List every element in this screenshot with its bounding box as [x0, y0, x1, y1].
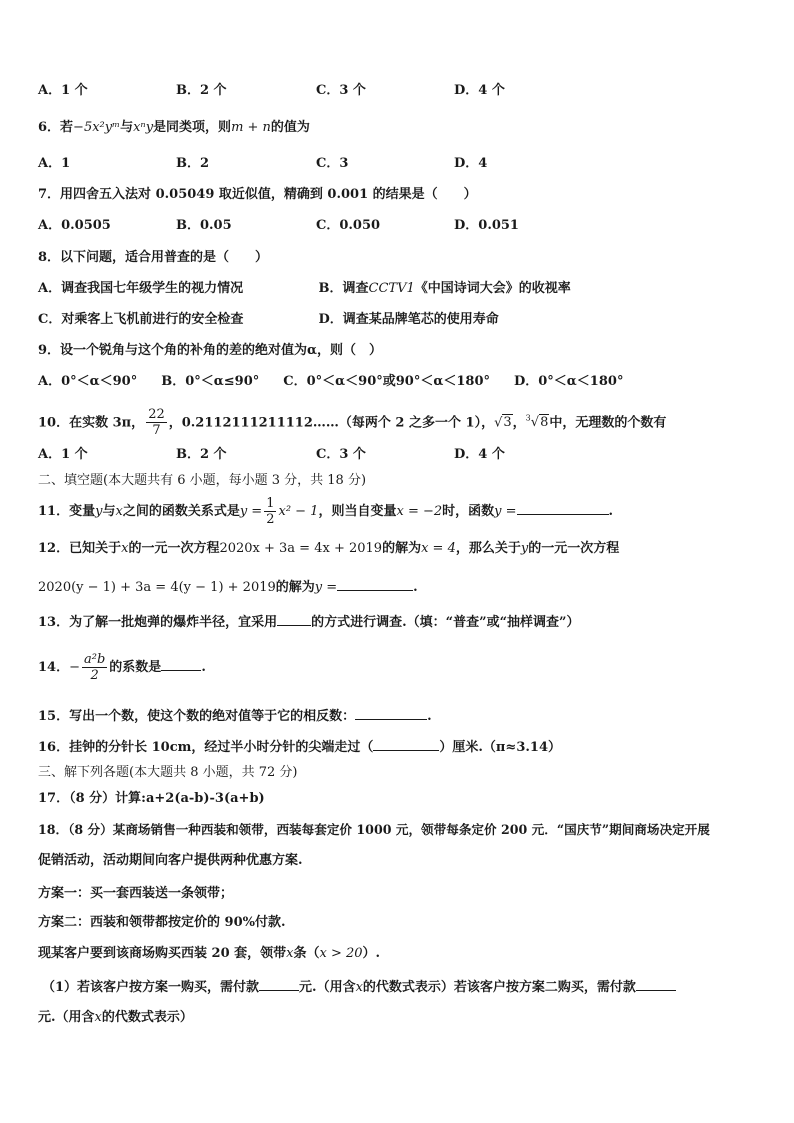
- q11-frac-num: 1: [266, 496, 275, 511]
- q6-term1: −5x²yᵐ: [73, 120, 121, 135]
- q13-text-pre: 13．为了解一批炮弹的爆炸半径，宜采用: [38, 615, 278, 630]
- q18-part1-pre: （1）若该客户按方案一购买，需付款: [42, 980, 260, 995]
- q6-stem: [38, 118, 764, 138]
- q18-part1-line2-post: 的代数式表示）: [101, 1010, 193, 1025]
- q6-option-d: D．4: [454, 156, 488, 171]
- q8-option-b-pre: B．调查: [318, 281, 369, 296]
- q7-stem: 7．用四舍五入法对 0.05049 取近似值，精确到 0.001 的结果是（ ）: [38, 187, 477, 202]
- q12-solution: x = 4: [421, 541, 456, 556]
- q18-purchase: [38, 944, 764, 964]
- q7-option-a: A．0.0505: [38, 218, 111, 233]
- q12-var-y: y: [520, 541, 529, 556]
- q10-sqrt3-radicand: 3: [503, 415, 512, 431]
- q6-text-pre: 6．若: [38, 120, 74, 135]
- q14-frac-den: 2: [90, 668, 99, 683]
- q14-text-post: 的系数是: [109, 660, 162, 675]
- q14-stem: [38, 648, 764, 688]
- q18-buy-pre: 现某客户要到该商场购买西装 20 套，领带: [38, 946, 287, 961]
- q11-text-pre: 11．变量: [38, 504, 96, 519]
- q10-cbrt-index: 3: [525, 414, 531, 423]
- q18-part1-line2: [38, 1008, 764, 1028]
- q6-option-b: B．2: [176, 156, 210, 171]
- q14-end: .: [201, 660, 206, 675]
- q7-options: [38, 216, 764, 236]
- q11-answer-blank[interactable]: [517, 500, 609, 515]
- q12-text-pre: 12．已知关于: [38, 541, 122, 556]
- q9-option-c: C．0°＜α＜90°或90°＜α＜180°: [283, 374, 490, 389]
- q6-expr: m + n: [231, 120, 271, 135]
- q12-tail: 的解为: [275, 580, 315, 595]
- q10-text-post: 中，无理数的个数有: [549, 415, 667, 431]
- q17-stem: 17．（8 分）计算:a+2(a-b)-3(a+b): [38, 791, 265, 806]
- q7-option-b: B．0.05: [176, 218, 232, 233]
- q11-rhs: x² − 1: [278, 504, 319, 519]
- q6-text-mid2: 是同类项，则: [153, 120, 232, 135]
- q8-options-cd: [38, 310, 764, 330]
- q6-term2: xⁿy: [133, 120, 154, 135]
- q13-text-post: 的方式进行调查.（填：“普查”或“抽样调查”）: [311, 615, 580, 630]
- q10-stem: [38, 400, 764, 442]
- q13-stem: [38, 611, 764, 633]
- q12-answer-blank[interactable]: [337, 576, 413, 591]
- q10-text-pre: 10．在实数 3π，: [38, 415, 145, 431]
- q18-part1-blank2[interactable]: [636, 976, 676, 991]
- q8-option-b-post: 《中国诗词大会》的收视率: [414, 281, 571, 296]
- q10-fraction: [146, 407, 167, 438]
- q5-option-c: C．3 个: [316, 83, 366, 98]
- q5-option-d: D．4 个: [454, 83, 505, 98]
- q10-option-d: D．4 个: [454, 447, 505, 462]
- q6-options: [38, 154, 764, 174]
- q18-part1-blank1[interactable]: [259, 976, 299, 991]
- q8-stem: 8．以下问题，适合用普查的是（ ）: [38, 250, 269, 265]
- q11-frac-den: 2: [266, 512, 275, 527]
- q18-part1-var-x: x: [355, 980, 363, 995]
- q9-option-d: D．0°＜α＜180°: [513, 374, 624, 389]
- q10-option-a: A．1 个: [38, 447, 88, 462]
- q11-var-x: x: [115, 504, 123, 519]
- q12-text-mid1: 的一元一次方程: [128, 541, 220, 556]
- q9-options: [38, 372, 764, 392]
- q18-buy-var-x: x: [286, 946, 294, 961]
- section-2-heading: 二、填空题(本大题共有 6 小题，每小题 3 分，共 18 分): [38, 473, 367, 488]
- q18-stem-line2: 促销活动，活动期间向客户提供两种优惠方案.: [38, 853, 303, 868]
- q10-frac-num: 22: [148, 407, 165, 423]
- q5-option-a: A．1 个: [38, 83, 88, 98]
- q6-text-post: 的值为: [270, 120, 310, 135]
- q18-part1: [42, 976, 764, 998]
- q11-fraction: [264, 496, 276, 527]
- q16-answer-blank[interactable]: [373, 736, 439, 751]
- q11-stem: [38, 493, 764, 531]
- q12-var-x: x: [121, 541, 129, 556]
- q18-plan2: 方案二：西装和领带都按定价的 90%付款.: [38, 915, 286, 930]
- q11-lhs: y =: [239, 504, 263, 519]
- q9-option-b: B．0°＜α≤90°: [161, 374, 260, 389]
- q12-equation1: 2020x + 3a = 4x + 2019: [219, 541, 383, 556]
- q12-text-post: 的一元一次方程: [528, 541, 620, 556]
- q6-option-c: C．3: [316, 156, 349, 171]
- q18-part1-line2-var-x: x: [94, 1010, 102, 1025]
- q18-buy-post: ）.: [362, 946, 381, 961]
- q13-answer-blank[interactable]: [277, 611, 311, 626]
- q10-cbrt8: $^3$√8: [525, 414, 549, 431]
- q18-part1-line2-pre: 元.（用含: [38, 1010, 95, 1025]
- q10-option-c: C．3 个: [316, 447, 366, 462]
- q10-cbrt8-radicand: 8: [540, 415, 549, 431]
- q8-options-ab: [38, 279, 764, 299]
- q12-equation2: 2020(y − 1) + 3a = 4(y − 1) + 2019: [38, 580, 276, 595]
- q6-text-mid: 与: [120, 120, 134, 135]
- q15-answer-blank[interactable]: [355, 705, 427, 720]
- q10-sep: ，: [512, 415, 526, 431]
- q8-option-b: [319, 279, 571, 299]
- q10-sqrt3: √3: [494, 415, 512, 431]
- q18-buy-mid: 条（: [293, 946, 320, 961]
- q7-option-d: D．0.051: [454, 218, 519, 233]
- q7-option-c: C．0.050: [316, 218, 381, 233]
- q12-text-mid2: 的解为: [382, 541, 422, 556]
- q14-neg-sign: −: [69, 660, 80, 675]
- q14-text-pre: 14．: [38, 660, 70, 675]
- q11-var-y: y: [95, 504, 103, 519]
- q10-text-mid: ，0.2112111211112……（每两个 2 之多一个 1），: [168, 415, 495, 431]
- q12-stem: [38, 539, 764, 559]
- q11-text-mid2: 之间的函数关系式是: [122, 504, 240, 519]
- q8-option-c: C．对乘客上飞机前进行的安全检查: [38, 312, 244, 327]
- q18-buy-condition: x > 20: [319, 946, 363, 961]
- q12-stem-line2: [38, 576, 764, 598]
- q12-text-mid3: ，那么关于: [455, 541, 521, 556]
- q10-option-b: B．2 个: [176, 447, 227, 462]
- q16-text-post: ）厘米.（π≈3.14）: [439, 740, 561, 755]
- q6-option-a: A．1: [38, 156, 71, 171]
- q18-stem-line1: 18．（8 分）某商场销售一种西装和领带，西装每套定价 1000 元，领带每条定价 200 元．“国庆节”期间商场决定开展: [38, 822, 710, 837]
- q18-part1-mid1: 元.（用含: [299, 980, 356, 995]
- q14-answer-blank[interactable]: [161, 656, 201, 671]
- q11-text-mid1: 与: [102, 504, 116, 519]
- q9-option-a: A．0°＜α＜90°: [38, 374, 138, 389]
- q11-text-mid4: 时，函数: [442, 504, 495, 519]
- q5-option-b: B．2 个: [176, 83, 227, 98]
- q15-text-pre: 15．写出一个数，使这个数的绝对值等于它的相反数：: [38, 709, 356, 724]
- q11-end: .: [608, 504, 614, 519]
- q10-frac-den: 7: [152, 423, 161, 439]
- q12-result: y =: [314, 580, 338, 595]
- q14-fraction: [82, 652, 107, 683]
- q18-plan1: 方案一：买一套西装送一条领带；: [38, 886, 234, 901]
- q15-stem: [38, 705, 764, 727]
- q18-part1-mid2: 的代数式表示）若该客户按方案二购买，需付款: [362, 980, 636, 995]
- q15-end: .: [427, 709, 432, 724]
- q11-result: y =: [494, 504, 517, 519]
- q8-option-d: D．调查某品牌笔芯的使用寿命: [318, 312, 499, 327]
- q12-end: .: [413, 580, 418, 595]
- q16-stem: [38, 736, 764, 758]
- q11-text-mid3: ，则当自变量: [318, 504, 397, 519]
- q5-options: [38, 81, 764, 101]
- q10-options: [38, 445, 764, 465]
- q16-text-pre: 16．挂钟的分针长 10cm，经过半小时分针的尖端走过（: [38, 740, 374, 755]
- q11-condition: x = −2: [396, 504, 443, 519]
- q8-option-a: A．调查我国七年级学生的视力情况: [38, 281, 244, 296]
- section-3-heading: 三、解下列各题(本大题共 8 小题，共 72 分): [38, 765, 298, 780]
- q14-frac-num: a²b: [84, 652, 106, 667]
- q8-option-b-channel: CCTV1: [368, 281, 415, 296]
- q9-stem: 9．设一个锐角与这个角的补角的差的绝对值为α，则（ ）: [38, 343, 383, 358]
